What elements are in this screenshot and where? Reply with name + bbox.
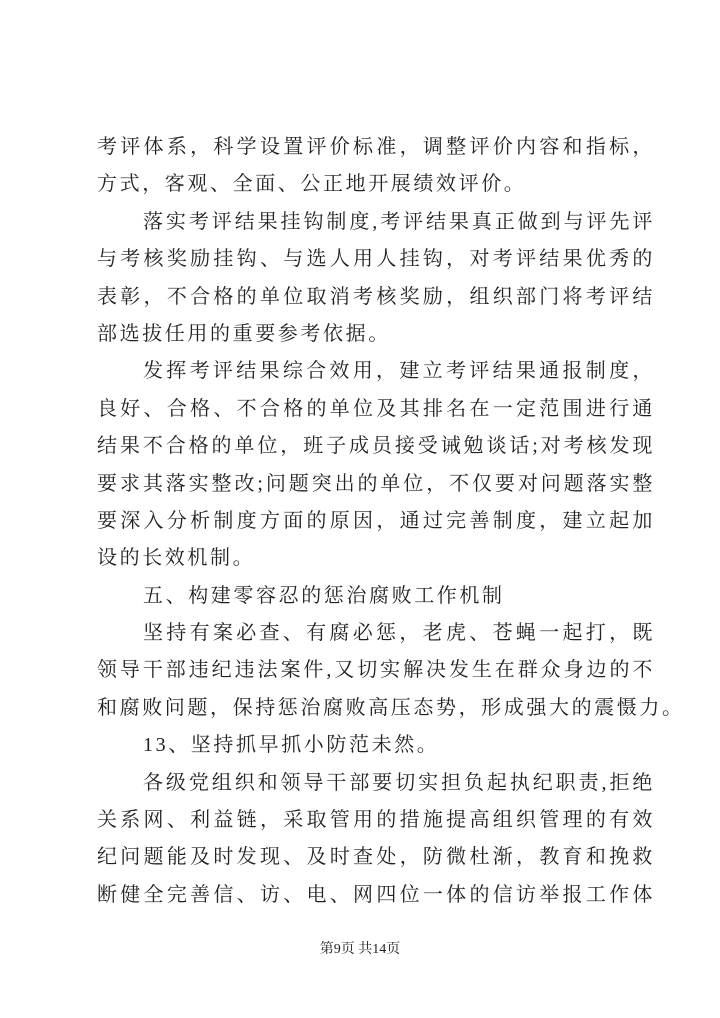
text-line: 领导干部违纪违法案件,又切实解决发生在群众身边的不: [97, 659, 655, 682]
text-line: 良好、合格、不合格的单位及其排名在一定范围进行通: [97, 397, 655, 420]
text-line: 各级党组织和领导干部要切实担负起执纪职责,拒绝: [143, 771, 655, 794]
text-line: 方式，客观、全面、公正地开展绩效评价。: [97, 173, 527, 196]
text-line: 要深入分析制度方面的原因，通过完善制度，建立起加: [97, 509, 655, 532]
text-line: 纪问题能及时发现、及时查处，防微杜渐，教育和挽救: [97, 846, 655, 869]
page-footer: 第9页 共14页: [319, 942, 401, 957]
text-line: 设的长效机制。: [97, 547, 256, 570]
text-line: 部选拔任用的重要参考依据。: [97, 322, 391, 345]
text-line: 13、坚持抓早抓小防范未然。: [143, 734, 440, 757]
text-line: 断健全完善信、访、电、网四位一体的信访举报工作体: [97, 883, 655, 906]
text-line: 要求其落实整改;问题突出的单位，不仅要对问题落实整: [97, 472, 655, 495]
text-line: 与考核奖励挂钩、与选人用人挂钩，对考评结果优秀的: [97, 248, 655, 271]
text-line: 发挥考评结果综合效用，建立考评结果通报制度，: [143, 360, 655, 383]
text-line: 表彰，不合格的单位取消考核奖励，组织部门将考评结: [97, 285, 655, 308]
text-line: 关系网、利益链，采取管用的措施提高组织管理的有效: [97, 809, 655, 832]
document-body: [97, 129, 685, 914]
text-line: 落实考评结果挂钩制度,考评结果真正做到与评先评: [143, 210, 655, 233]
text-line: 结果不合格的单位，班子成员接受诫勉谈话;对考核发现: [97, 435, 655, 458]
text-line: 考评体系，科学设置评价标准，调整评价内容和指标，: [97, 136, 655, 158]
text-line: 坚持有案必查、有腐必惩，老虎、苍蝇一起打，既: [143, 622, 655, 645]
text-line: 五、构建零容忍的惩治腐败工作机制: [143, 584, 505, 607]
text-line: 和腐败问题，保持惩治腐败高压态势，形成强大的震慑力。: [97, 696, 685, 719]
